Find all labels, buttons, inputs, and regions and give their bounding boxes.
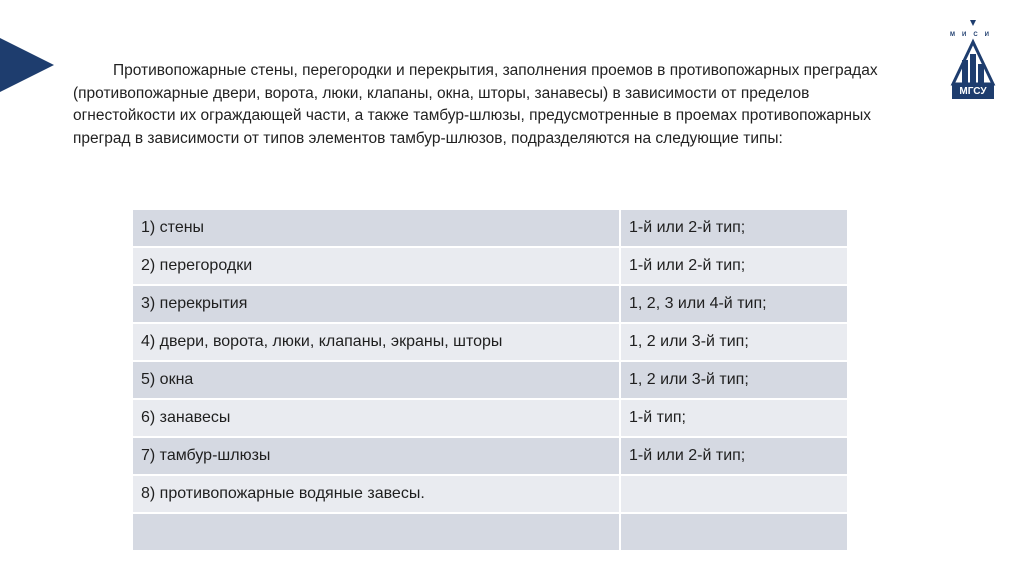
type-cell <box>620 475 848 513</box>
element-cell: 4) двери, ворота, люки, клапаны, экраны, шторы <box>132 323 620 361</box>
type-cell: 1-й или 2-й тип; <box>620 209 848 247</box>
table-row <box>132 247 848 285</box>
element-cell: 8) противопожарные водяные завесы. <box>132 475 620 513</box>
type-cell: 1-й или 2-й тип; <box>620 247 848 285</box>
table-row <box>132 399 848 437</box>
element-cell: 5) окна <box>132 361 620 399</box>
type-cell: 1, 2 или 3-й тип; <box>620 323 848 361</box>
logo-letters: МИСИ <box>950 32 996 38</box>
table-row <box>132 475 848 513</box>
type-cell: 1, 2 или 3-й тип; <box>620 361 848 399</box>
table-row <box>132 361 848 399</box>
type-cell: 1, 2, 3 или 4-й тип; <box>620 285 848 323</box>
table-row <box>132 513 848 551</box>
element-cell: 3) перекрытия <box>132 285 620 323</box>
fire-barrier-types-table <box>131 208 849 552</box>
left-arrow-decoration <box>0 38 54 92</box>
element-cell: 6) занавесы <box>132 399 620 437</box>
intro-paragraph: Противопожарные стены, перегородки и перекрытия, заполнения проемов в противопожарных преградах (противопожарные двери, ворота, люки, клапаны, окна, шторы, занавесы) в зависимости от пределов огнестойкости их ограждающей части, а также тамбур-шлюзы, предусмотренные в проемах противопожарных преград в зависимости от типов элементов тамбур-шлюзов, подразделяются на следующие типы: <box>73 62 878 147</box>
type-cell <box>620 513 848 551</box>
university-logo <box>948 18 998 108</box>
element-cell: 2) перегородки <box>132 247 620 285</box>
element-cell: 7) тамбур-шлюзы <box>132 437 620 475</box>
table-row <box>132 437 848 475</box>
table-row <box>132 209 848 247</box>
type-cell: 1-й или 2-й тип; <box>620 437 848 475</box>
table-row <box>132 323 848 361</box>
type-cell: 1-й тип; <box>620 399 848 437</box>
logo-caption: МГСУ <box>952 85 994 99</box>
element-cell <box>132 513 620 551</box>
element-cell: 1) стены <box>132 209 620 247</box>
table-row <box>132 285 848 323</box>
